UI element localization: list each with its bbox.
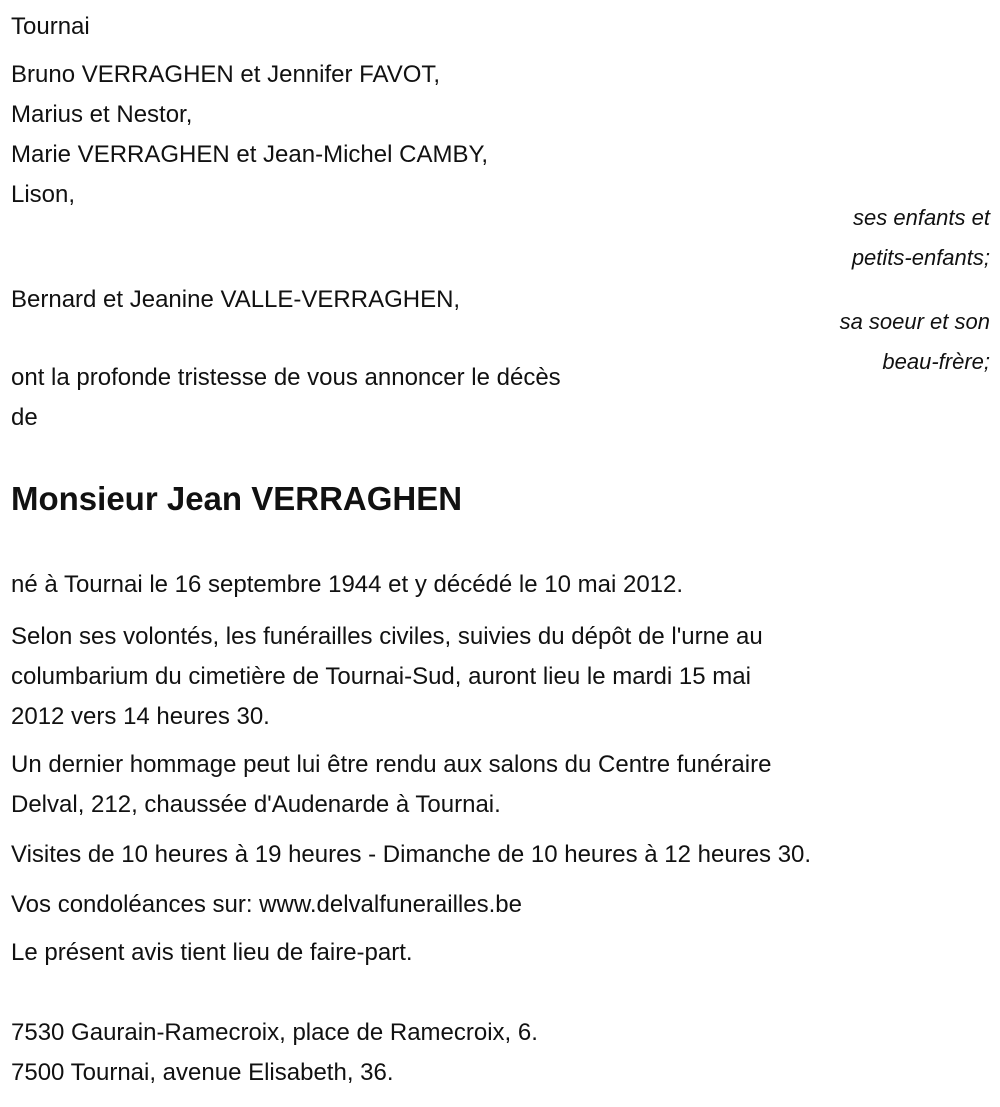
family-line: Marius et Nestor, — [11, 101, 193, 128]
homage-line: Un dernier hommage peut lui être rendu aux salons du Centre funéraire — [11, 751, 772, 778]
address: 7500 Tournai, avenue Elisabeth, 36. — [11, 1059, 394, 1086]
family-line: Bruno VERRAGHEN et Jennifer FAVOT, — [11, 61, 441, 88]
birth-death: né à Tournai le 16 septembre 1944 et y décédé le 10 mai 2012. — [11, 571, 684, 598]
funeral-line: Selon ses volontés, les funérailles civiles, suivies du dépôt de l'urne au — [11, 623, 763, 650]
funeral-line: columbarium du cimetière de Tournai-Sud, auront lieu le mardi 15 mai — [11, 663, 751, 690]
homage-line: Delval, 212, chaussée d'Audenarde à Tournai. — [11, 791, 501, 818]
family-role: ses enfants et — [853, 205, 990, 230]
family-line: Lison, — [11, 181, 76, 208]
condolences-link[interactable]: www.delvalfunerailles.be — [259, 891, 522, 918]
family-line: Marie VERRAGHEN et Jean-Michel CAMBY, — [11, 141, 489, 168]
announcement-line: de — [11, 404, 38, 431]
sibling-role: beau-frère; — [882, 349, 990, 374]
funeral-line: 2012 vers 14 heures 30. — [11, 703, 270, 730]
notice: Le présent avis tient lieu de faire-part. — [11, 939, 413, 966]
city: Tournai — [11, 13, 90, 40]
deceased-name: Monsieur Jean VERRAGHEN — [11, 480, 463, 517]
sibling-role: sa soeur et son — [839, 309, 990, 334]
sibling-line: Bernard et Jeanine VALLE-VERRAGHEN, — [11, 286, 461, 313]
condolences-label: Vos condoléances sur: — [11, 891, 260, 918]
address: 7530 Gaurain-Ramecroix, place de Ramecroix, 6. — [11, 1019, 538, 1046]
visits: Visites de 10 heures à 19 heures - Dimanche de 10 heures à 12 heures 30. — [11, 841, 812, 868]
family-role: petits-enfants; — [851, 245, 990, 270]
announcement-line: ont la profonde tristesse de vous annoncer le décès — [11, 364, 561, 391]
condolences — [11, 891, 522, 919]
